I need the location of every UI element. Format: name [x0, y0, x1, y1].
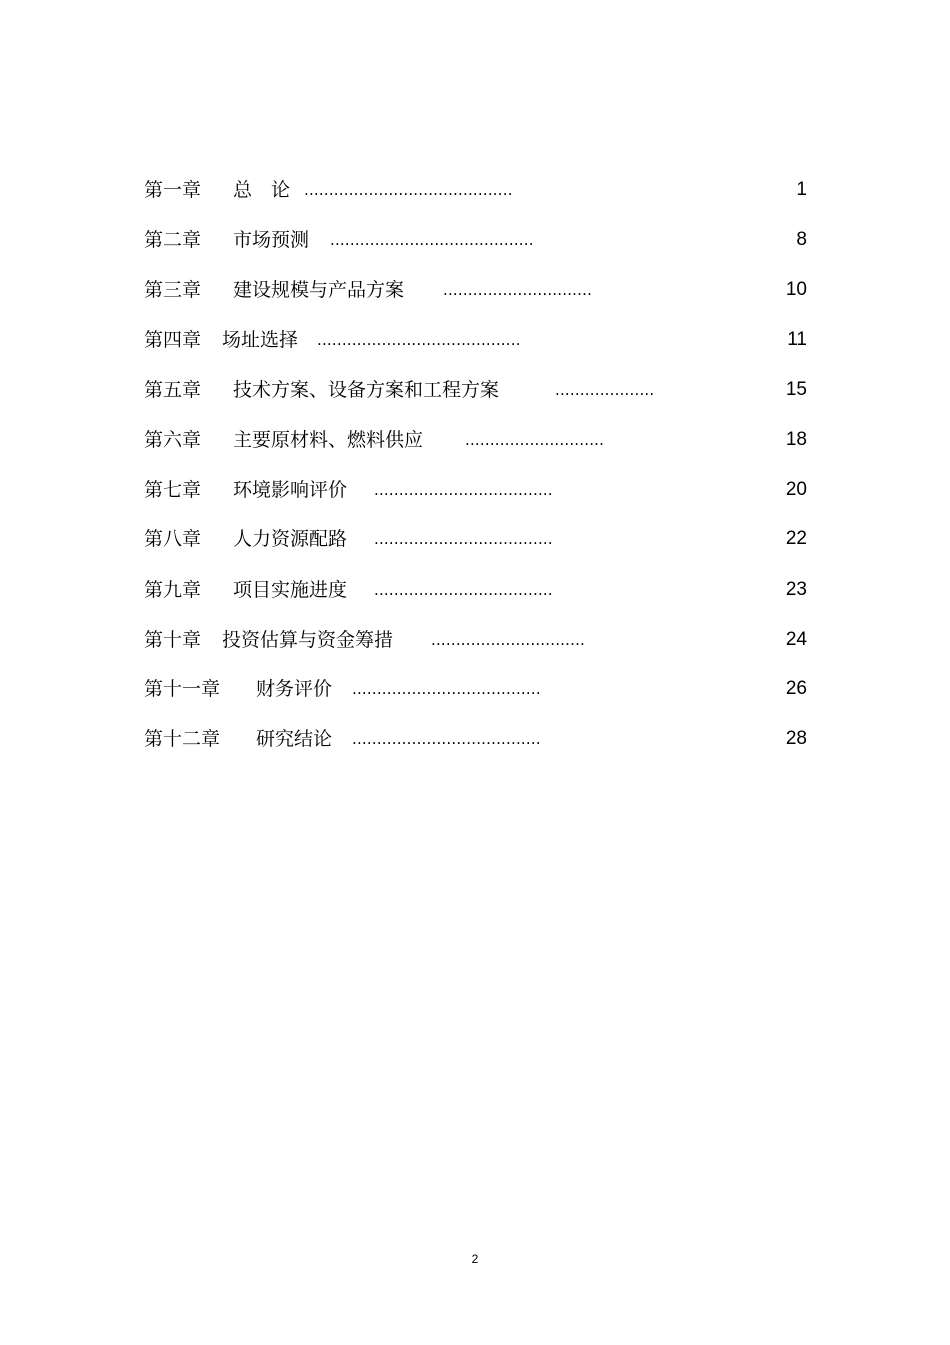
- toc-page-number: 1: [796, 179, 807, 200]
- toc-dot-leader: ....................: [555, 381, 655, 399]
- toc-title: 场址选择: [222, 329, 299, 351]
- toc-chapter-label: 第四章: [144, 329, 202, 351]
- toc-chapter-label: 第八章: [144, 528, 202, 550]
- toc-entry-11[interactable]: [0, 674, 950, 704]
- toc-title: 总 论: [233, 179, 291, 201]
- toc-entry-5[interactable]: [0, 375, 950, 405]
- toc-title: 投资估算与资金筹措: [222, 629, 394, 651]
- toc-page-number: 10: [785, 279, 807, 300]
- toc-dot-leader: ....................................: [374, 581, 553, 599]
- toc-page-number: 8: [796, 229, 807, 250]
- toc-page-number: 11: [787, 329, 807, 350]
- toc-dot-leader: ....................................: [374, 481, 553, 499]
- toc-page-number: 24: [785, 629, 807, 650]
- toc-page-number: 28: [785, 728, 807, 749]
- toc-title: 项目实施进度: [233, 579, 348, 601]
- toc-page-number: 15: [785, 379, 807, 400]
- toc-title: 建设规模与产品方案: [233, 279, 405, 301]
- toc-title: 市场预测: [233, 229, 310, 251]
- toc-entry-9[interactable]: [0, 575, 950, 605]
- toc-chapter-label: 第十二章: [144, 728, 221, 750]
- toc-title: 财务评价: [256, 678, 333, 700]
- footer-page-number: 2: [471, 1252, 479, 1266]
- toc-chapter-label: 第三章: [144, 279, 202, 301]
- toc-page-number: 23: [785, 579, 807, 600]
- toc-chapter-label: 第十一章: [144, 678, 221, 700]
- toc-entry-12[interactable]: [0, 724, 950, 754]
- toc-title: 技术方案、设备方案和工程方案: [233, 379, 500, 401]
- toc-page-number: 18: [785, 429, 807, 450]
- toc-entry-4[interactable]: [0, 325, 950, 355]
- toc-chapter-label: 第二章: [144, 229, 202, 251]
- toc-entry-3[interactable]: [0, 275, 950, 305]
- toc-entry-2[interactable]: [0, 225, 950, 255]
- toc-chapter-label: 第一章: [144, 179, 202, 201]
- toc-dot-leader: ....................................: [374, 530, 553, 548]
- toc-title: 主要原材料、燃料供应: [233, 429, 424, 451]
- toc-entry-6[interactable]: [0, 425, 950, 455]
- toc-chapter-label: 第十章: [144, 629, 202, 651]
- toc-chapter-label: 第九章: [144, 579, 202, 601]
- toc-dot-leader: ......................................: [352, 730, 541, 748]
- toc-dot-leader: ......................................: [352, 680, 541, 698]
- toc-page-number: 22: [785, 528, 807, 549]
- toc-chapter-label: 第七章: [144, 479, 202, 501]
- toc-dot-leader: ..............................: [443, 281, 593, 299]
- toc-entry-7[interactable]: [0, 475, 950, 505]
- toc-page-number: 20: [785, 479, 807, 500]
- toc-title: 研究结论: [256, 728, 333, 750]
- toc-title: 环境影响评价: [233, 479, 348, 501]
- toc-chapter-label: 第六章: [144, 429, 202, 451]
- toc-page-number: 26: [785, 678, 807, 699]
- toc-entry-10[interactable]: [0, 625, 950, 655]
- toc-dot-leader: ...............................: [431, 631, 586, 649]
- toc-chapter-label: 第五章: [144, 379, 202, 401]
- toc-dot-leader: .........................................: [317, 331, 521, 349]
- toc-dot-leader: .........................................: [330, 231, 534, 249]
- toc-entry-8[interactable]: [0, 524, 950, 554]
- toc-title: 人力资源配路: [233, 528, 348, 550]
- toc-dot-leader: ............................: [465, 431, 605, 449]
- toc-dot-leader: ..........................................: [304, 181, 513, 199]
- toc-entry-1[interactable]: [0, 175, 950, 205]
